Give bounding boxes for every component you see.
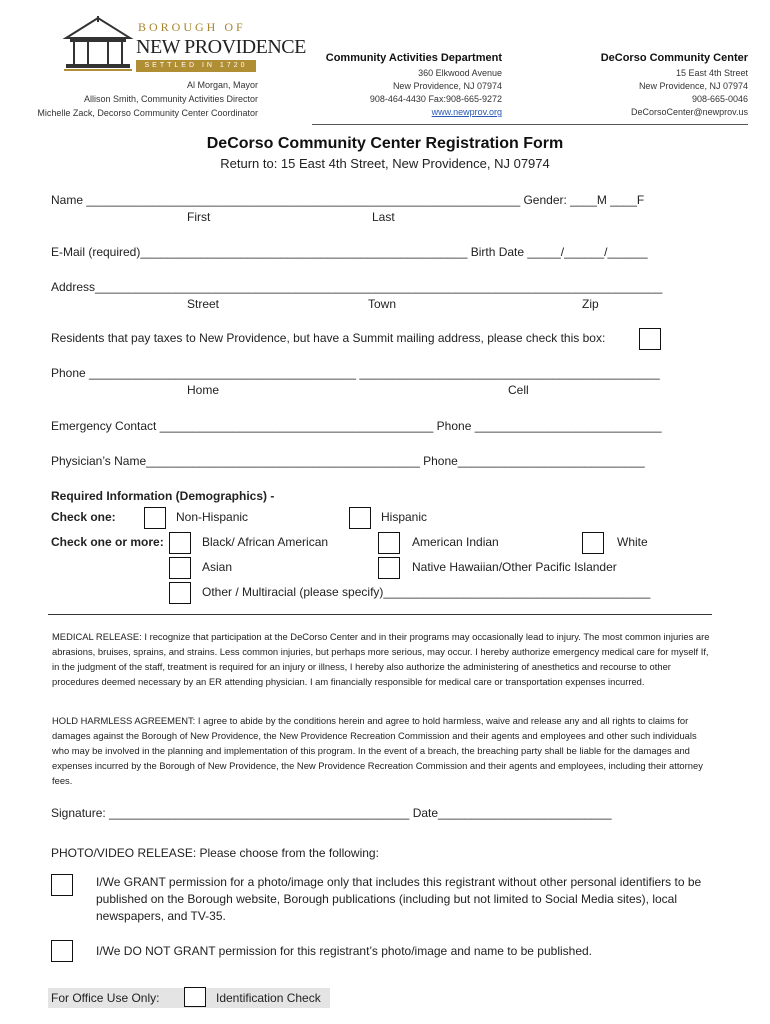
photo-grant-text: I/We GRANT permission for a photo/image only that includes this registrant without other personal identifiers to be published on the Borough website, Borough publications (including but not limited to Social Media sites), local newspapers, and TV-35. [96, 875, 702, 923]
official-coordinator: Michelle Zack, Decorso Community Center Coordinator [37, 108, 258, 118]
department-contact [312, 52, 502, 119]
header-divider [312, 124, 748, 125]
section-divider [48, 614, 712, 615]
email-birthdate-field[interactable]: E-Mail (required)_________________________________________________ Birth Date _____/______/______ [51, 245, 648, 259]
demographics-title: Required Information (Demographics) - [51, 489, 275, 503]
non-hispanic-checkbox[interactable] [144, 507, 166, 529]
logo-settled-text: SETTLED IN 1720 [136, 60, 256, 72]
center-contact [560, 52, 748, 119]
non-hispanic-label: Non-Hispanic [176, 510, 249, 524]
logo-borough-text: BOROUGH OF [138, 20, 246, 34]
photo-not-grant-text: I/We DO NOT GRANT permission for this registrant’s photo/image and name to be published. [96, 944, 593, 958]
american-indian-label: American Indian [412, 535, 499, 549]
department-title: Community Activities Department [325, 52, 502, 64]
phone-cell-label: Cell [508, 383, 529, 397]
other-multiracial-checkbox[interactable] [169, 582, 191, 604]
return-address: Return to: 15 East 4th Street, New Providence, NJ 07974 [220, 156, 550, 171]
officials-list [37, 78, 258, 120]
department-website-link[interactable]: www.newprov.org [431, 107, 502, 117]
black-label: Black/ African American [202, 535, 329, 549]
center-email: DeCorsoCenter@newprov.us [630, 107, 748, 117]
check-one-or-more-label: Check one or more: [51, 535, 164, 549]
department-phone: 908-464-4430 Fax:908-665-9272 [369, 94, 502, 104]
physician-field[interactable]: Physician’s Name_________________________________________ Phone____________________________ [51, 454, 645, 468]
hispanic-label: Hispanic [381, 510, 428, 524]
address-street-label: Street [187, 297, 220, 311]
name-field[interactable]: Name _________________________________________________________________ Gender: ____M ____F [51, 193, 645, 207]
identification-check-checkbox[interactable] [184, 987, 206, 1007]
address-town-label: Town [368, 297, 397, 311]
native-hawaiian-checkbox[interactable] [378, 557, 400, 579]
phone-home-label: Home [187, 383, 220, 397]
black-checkbox[interactable] [169, 532, 191, 554]
official-director: Allison Smith, Community Activities Director [83, 94, 258, 104]
center-address1: 15 East 4th Street [675, 68, 748, 78]
address-zip-label: Zip [582, 297, 599, 311]
photo-not-grant-checkbox[interactable] [51, 940, 73, 962]
native-hawaiian-label: Native Hawaiian/Other Pacific Islander [412, 560, 617, 574]
gazebo-icon [62, 16, 134, 74]
medical-release-text: MEDICAL RELEASE: I recognize that participation at the DeCorso Center and in their programs may occasionally lead to injury. The most common injuries are abrasions, bruises, sprains, and strains. Less common injuries, but perhaps more serious, may occur. I hereby authorize emergency medical care for myself If, in the judgment of the staff, treatment is required for an injury or illness, I hereby also authorize the administering of anesthetics and recourse to other procedures deemed necessary by an ER attending physician. I am financially responsible for medical care or transportation expenses incurred. [52, 631, 710, 687]
emergency-contact-field[interactable]: Emergency Contact _________________________________________ Phone ____________________________ [51, 419, 662, 433]
white-label: White [617, 535, 648, 549]
borough-logo [62, 14, 306, 74]
office-use-label: For Office Use Only: [51, 991, 160, 1005]
hold-harmless-text: HOLD HARMLESS AGREEMENT: I agree to abide by the conditions herein and agree to hold harmless, waive and release any and all rights to claims for damages against the Borough of New Providence, the New Providence Recreation Commission and their agents and employees and other such individuals who may be involved in the planning and implementation of this program. In the event of a breach, the breaching party shall be liable for the damages and expenses incurred by the Borough of New Providence, the New Providence Recreation Commission and their agents and employees, including their attorney fees. [52, 715, 703, 786]
name-first-label: First [187, 210, 211, 224]
check-one-label: Check one: [51, 510, 116, 524]
phone-field[interactable]: Phone ________________________________________ _____________________________________________ [51, 366, 660, 380]
address-field[interactable]: Address_____________________________________________________________________________________ [51, 280, 663, 294]
asian-label: Asian [202, 560, 233, 574]
center-address2: New Providence, NJ 07974 [638, 81, 748, 91]
logo-name-text: NEW PROVIDENCE [136, 36, 306, 58]
form-title: DeCorso Community Center Registration Form [206, 135, 564, 152]
photo-grant-checkbox[interactable] [51, 874, 73, 896]
signature-date-field[interactable]: Signature: _____________________________________________ Date__________________________ [51, 806, 612, 820]
other-multiracial-field[interactable]: Other / Multiracial (please specify)________________________________________ [202, 585, 651, 599]
american-indian-checkbox[interactable] [378, 532, 400, 554]
summit-checkbox[interactable] [639, 328, 661, 350]
hispanic-checkbox[interactable] [349, 507, 371, 529]
summit-residents-text: Residents that pay taxes to New Providence, but have a Summit mailing address, please check this box: [51, 331, 606, 345]
asian-checkbox[interactable] [169, 557, 191, 579]
white-checkbox[interactable] [582, 532, 604, 554]
name-last-label: Last [372, 210, 395, 224]
official-mayor: Al Morgan, Mayor [186, 80, 258, 90]
center-phone: 908-665-0046 [691, 94, 748, 104]
department-address1: 360 Elkwood Avenue [418, 68, 502, 78]
identification-check-label: Identification Check [216, 991, 321, 1005]
department-address2: New Providence, NJ 07974 [392, 81, 502, 91]
center-title: DeCorso Community Center [600, 52, 748, 64]
photo-release-title: PHOTO/VIDEO RELEASE: Please choose from the following: [51, 846, 379, 860]
